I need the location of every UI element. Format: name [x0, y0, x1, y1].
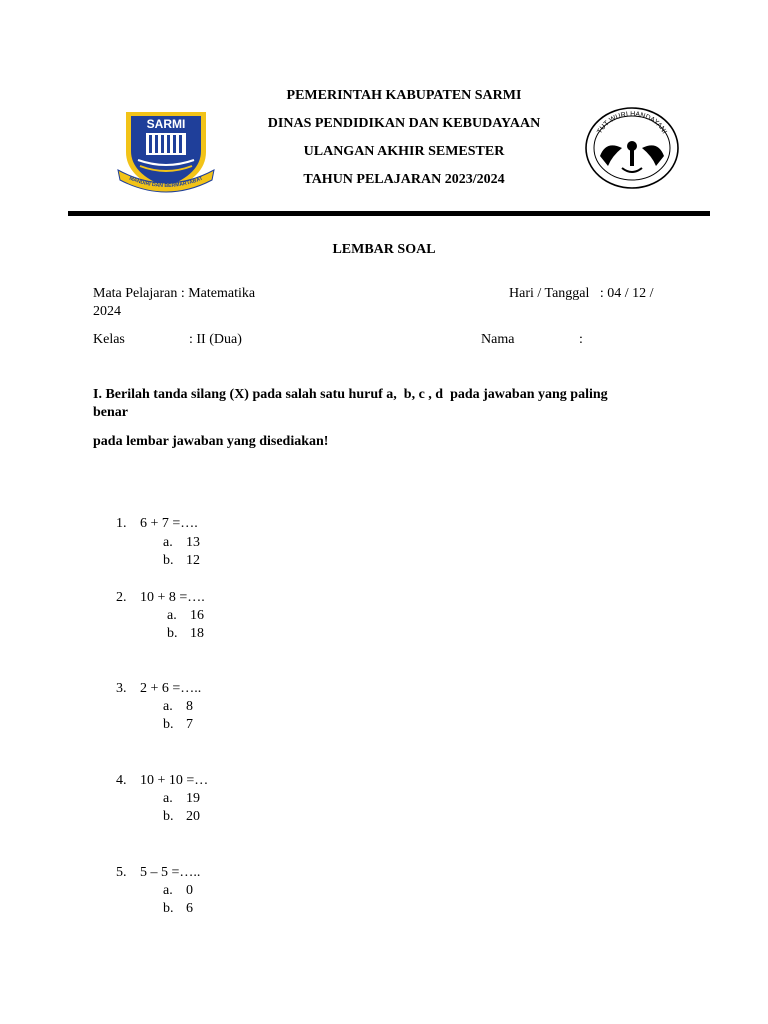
sarmi-ribbon-text: MANDIRI DAN BERMARTABAT: [128, 175, 204, 190]
q2-option-a: 16: [190, 608, 204, 623]
class-label: Kelas: [93, 332, 125, 347]
q4-option-a-label: a.: [163, 791, 173, 806]
question-2-text: 10 + 8 =….: [140, 590, 205, 605]
header-line-3: ULANGAN AKHIR SEMESTER: [303, 144, 505, 159]
q1-option-a: 13: [186, 535, 200, 550]
header-line-2: DINAS PENDIDIKAN DAN KEBUDAYAAN: [267, 116, 541, 131]
question-2-number: 2.: [116, 590, 127, 605]
q3-option-a: 8: [186, 699, 193, 714]
question-3-number: 3.: [116, 681, 127, 696]
q4-option-b-label: b.: [163, 809, 174, 824]
q2-option-a-label: a.: [167, 608, 177, 623]
date-label: Hari / Tanggal : 04 / 12 /: [509, 286, 654, 301]
q5-option-a-label: a.: [163, 883, 173, 898]
question-1-number: 1.: [116, 516, 127, 531]
q1-option-a-label: a.: [163, 535, 173, 550]
header-line-4: TAHUN PELAJARAN 2023/2024: [303, 172, 505, 187]
q3-option-a-label: a.: [163, 699, 173, 714]
question-4-number: 4.: [116, 773, 127, 788]
subject-label: Mata Pelajaran : Matematika: [93, 286, 256, 301]
question-3-text: 2 + 6 =…..: [140, 681, 202, 696]
class-value: : II (Dua): [189, 332, 242, 347]
q2-option-b: 18: [190, 626, 204, 641]
date-year: 2024: [93, 304, 121, 319]
q5-option-a: 0: [186, 883, 193, 898]
question-5-text: 5 – 5 =…..: [140, 865, 201, 880]
question-5-number: 5.: [116, 865, 127, 880]
q5-option-b-label: b.: [163, 901, 174, 916]
instruction-line-2: pada lembar jawaban yang disediakan!: [93, 434, 329, 449]
sarmi-regency-logo: [116, 104, 216, 196]
q4-option-a: 19: [186, 791, 200, 806]
q1-option-b: 12: [186, 553, 200, 568]
question-4-text: 10 + 10 =…: [140, 773, 209, 788]
header-divider: [68, 211, 710, 216]
name-label: Nama: [481, 332, 515, 347]
q4-option-b: 20: [186, 809, 200, 824]
instruction-line-1: I. Berilah tanda silang (X) pada salah satu huruf a, b, c , d pada jawaban yang paling: [93, 387, 608, 402]
tut-wuri-logo-text: TUT WURI HANDAYANI: [596, 110, 668, 136]
name-colon: :: [579, 332, 583, 347]
q3-option-b: 7: [186, 717, 193, 732]
sarmi-logo-text: SARMI: [146, 117, 186, 131]
q2-option-b-label: b.: [167, 626, 178, 641]
q5-option-b: 6: [186, 901, 193, 916]
tut-wuri-handayani-logo: [582, 106, 682, 190]
instruction-line-1-wrap: benar: [93, 405, 128, 420]
sheet-title: LEMBAR SOAL: [332, 242, 436, 257]
q3-option-b-label: b.: [163, 717, 174, 732]
question-1-text: 6 + 7 =….: [140, 516, 198, 531]
header-line-1: PEMERINTAH KABUPATEN SARMI: [286, 88, 522, 103]
q1-option-b-label: b.: [163, 553, 174, 568]
